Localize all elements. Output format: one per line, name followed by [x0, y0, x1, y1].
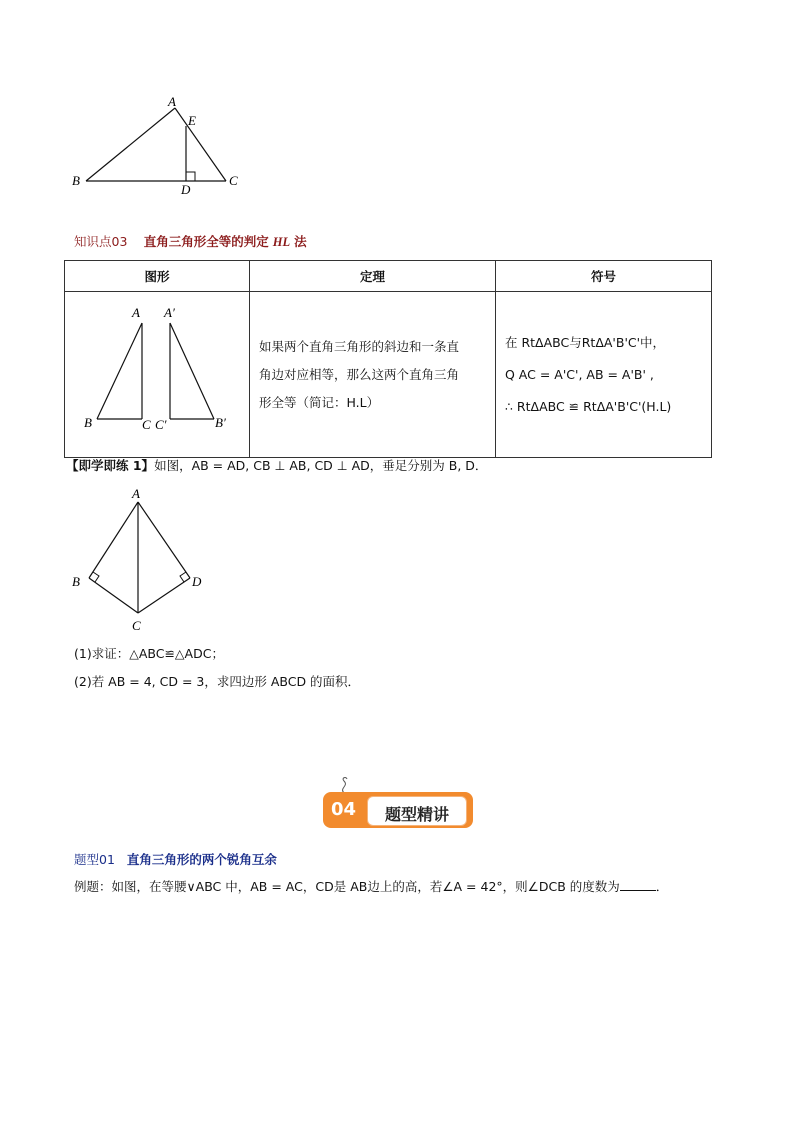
label-B: B	[72, 173, 80, 188]
kite-label-D: D	[192, 574, 202, 589]
table-header-row	[65, 261, 712, 292]
symbol-line-1: 在 RtΔABC与RtΔA'B'C'中，	[505, 334, 666, 350]
label-C: C	[229, 173, 238, 188]
banner-number: 04	[331, 799, 357, 820]
banner-title-box	[367, 796, 467, 826]
knowledge-point-suffix: 法	[294, 234, 307, 249]
theorem-line-3: 形全等（简记：H.L）	[259, 394, 380, 410]
kite-figure	[66, 480, 226, 635]
label-A: A	[132, 305, 140, 320]
topic-number: 题型01	[74, 852, 115, 867]
congruent-right-triangles-figure	[66, 293, 246, 453]
kite-label-A: A	[132, 486, 140, 501]
practice-question-1: (1)求证：△ABC≌△ADC；	[74, 646, 224, 661]
header-symbol: 符号	[496, 261, 712, 292]
cell-symbol	[496, 292, 712, 458]
example-line	[74, 877, 668, 895]
symbol-line-2: Q AC = A'C', AB = A'B' ,	[505, 366, 654, 382]
kite-label-B: B	[72, 574, 80, 589]
example-text: 例题：如图，在等腰∨ABC 中，AB = AC，CD是 AB边上的高，若∠A = 42°，则∠DCB 的度数为	[74, 879, 620, 894]
label-A: A	[168, 94, 176, 109]
topic-title: 直角三角形的两个锐角互余	[126, 852, 277, 867]
theorem-line-2: 角边对应相等，那么这两个直角三角	[259, 366, 460, 382]
practice-intro: 如图，AB = AD, CB ⊥ AB, CD ⊥ AD，垂足分别为 B, D．	[154, 458, 488, 473]
header-theorem: 定理	[250, 261, 496, 292]
label-D: D	[181, 182, 191, 197]
cell-theorem	[250, 292, 496, 458]
topic-heading	[74, 850, 277, 868]
knowledge-point-hl: HL	[272, 235, 291, 249]
label-E: E	[188, 113, 196, 128]
cell-figure	[65, 292, 250, 458]
header-figure: 图形	[65, 261, 250, 292]
label-B-prime: B′	[215, 415, 226, 430]
segment-AB	[86, 108, 175, 181]
symbol-line-3: ∴ RtΔABC ≌ RtΔA'B'C'(H.L)	[505, 398, 672, 414]
answer-blank[interactable]	[620, 878, 656, 891]
knowledge-point-heading	[74, 232, 307, 250]
right-angle-mark	[186, 172, 195, 181]
knowledge-table	[64, 260, 712, 458]
segment-AC	[175, 108, 226, 181]
label-B: B	[84, 415, 92, 430]
practice-tag: 【即学即练 1】	[66, 458, 155, 473]
practice-question-2: (2)若 AB = 4, CD = 3，求四边形 ABCD 的面积．	[74, 674, 361, 689]
knowledge-point-number: 知识点03	[74, 234, 128, 249]
label-C-prime: C′	[155, 417, 167, 432]
example-end: ．	[655, 879, 669, 894]
table-body-row	[65, 292, 712, 458]
kite-label-C: C	[132, 618, 141, 633]
practice-intro-line	[66, 456, 487, 474]
label-C: C	[142, 417, 151, 432]
triangle-figure-top	[60, 90, 260, 200]
theorem-line-1: 如果两个直角三角形的斜边和一条直	[259, 338, 460, 354]
label-A-prime: A′	[164, 305, 175, 320]
knowledge-point-title: 直角三角形全等的判定	[143, 234, 269, 249]
section-banner	[323, 792, 473, 828]
banner-title: 题型精讲	[384, 805, 449, 824]
